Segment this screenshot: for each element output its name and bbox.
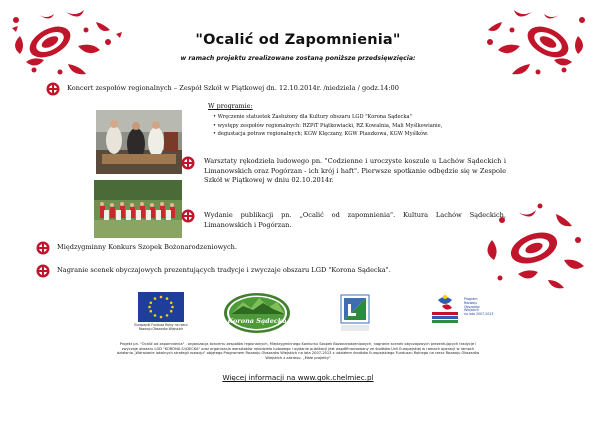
korona-sadecka-wordmark: Korona Sądecka (227, 317, 287, 325)
program-line-2-text: występy zespołów regionalnych: RZPiT Piątkowiacki, RZ Kowalnia, Mali Myślkowianie, (217, 122, 443, 129)
event-item-2: Warsztaty rękodzieła ludowego pn. "Codzienne i uroczyste koszule u Lachów Sądeckich i Limanowskich oraz Pogórzan - ich krój i haft". Pierwsze spotkanie odbędzie się w Zespole Szkół w Piątkowej w dniu 02.10.2014r. (204, 157, 506, 185)
event-item-3: Wydanie publikacji pn. „Ocalić od zapomnienia". Kultura Lachów Sądeckich, Limanowskich i Pogórzan. (204, 211, 506, 229)
folk-flower-bullet-icon (36, 264, 50, 278)
funding-note (40, 342, 556, 361)
prow-line-2: Rozwoju (464, 300, 478, 305)
funding-note-line-3: działania „Wdrażanie lokalnych strategii rozwoju" objętego Programem Rozwoju Obszarów Wiejskich na lata 2007-2013 z udziałem środków Europejskiego Funduszu Rolnego na rzecz Rozwoju Obszarów (116, 351, 480, 356)
prow-line-1: Program (464, 297, 478, 301)
eu-flag-icon (138, 292, 184, 322)
prow-line-4: Wiejskich (464, 308, 479, 313)
eu-caption-line-1: Europejski Fundusz Rolny na rzecz (134, 323, 188, 327)
funding-note-line-2: zwyczaje obszaru LGD "KORONA SĄDECKA" oraz organizacja warsztatów rękodzieła ludowego i wydanie publikacji jest współfinansowany ze środków Unii Europejskiej w ramach operacji w ramach (121, 346, 475, 351)
folk-flower-bullet-icon (181, 209, 195, 223)
more-info-link[interactable]: Więcej informacji na www.gok.chelmiec.pl (222, 373, 374, 382)
photo-folk-performers (96, 110, 182, 174)
prow-line-3: Obszarów (464, 304, 480, 309)
event-item-4: Międzygminny Konkurs Szopek Bożonarodzeniowych. (57, 243, 237, 251)
photo-folk-ensemble (94, 180, 182, 238)
prow-line-5: na lata 2007-2013 (464, 312, 494, 317)
program-line-2: • występy zespołów regionalnych: RZPiT Piątkowiacki, RZ Kowalnia, Mali Myślkowianie, (213, 122, 443, 129)
event-item-5: Nagranie scenek obyczajowych prezentujących tradycje i zwyczaje obszaru LGD "Korona Sądecka". (57, 266, 391, 274)
program-line-3-text: degustacja potraw regionalnych; KGW Klęczany, KGW Ptaszkowa, KGW Myślków. (217, 131, 429, 138)
page-title: "Ocalić od Zapomnienia" (195, 32, 401, 48)
funding-note-line-4: Wiejskich z zakresu: „Małe projekty" (265, 356, 331, 361)
program-line-3: • degustacja potraw regionalnych; KGW Klęczany, KGW Ptaszkowa, KGW Myślków. (213, 131, 429, 138)
page-subtitle: w ramach projektu zrealizowane zostaną poniższe przedsięwzięcia: (180, 55, 416, 62)
folk-flower-bullet-icon (46, 82, 60, 96)
program-heading: W programie: (208, 102, 253, 110)
prow-caption (464, 298, 498, 317)
program-list (213, 113, 513, 139)
eu-caption-line-2: Rozwoju Obszarów Wiejskich (138, 326, 184, 331)
program-line-1-text: Wręczenie statuetek Zasłużony dla Kultury obszaru LGD "Korona Sądecka" (217, 114, 412, 120)
korona-sadecka-logo (223, 292, 291, 334)
folk-flower-bullet-icon (36, 241, 50, 255)
prow-logo (428, 292, 498, 332)
prow-emblem-icon (428, 292, 462, 330)
program-line-1: • Wręczenie statuetek Zasłużony dla Kultury obszaru LGD "Korona Sądecka" (213, 114, 412, 120)
funding-note-line-1: Projekt pn. "Ocalić od zapomnienia" - organizacja koncertu zespołów regionalnych, Międzygminnego Konkursu Szopek Bożonarodzeniowych, nagranie scenek obyczajowych prezentujących tradycje i (119, 342, 477, 346)
eu-logo (130, 292, 192, 334)
eu-fund-caption (130, 324, 192, 331)
event-item-1: Koncert zespołów regionalnych – Zespół Szkół w Piątkowej dn. 12.10.2014r. /niedziela / godz.14:00 (67, 84, 399, 92)
folk-flower-bullet-icon (181, 156, 195, 170)
leader-logo (340, 294, 370, 332)
